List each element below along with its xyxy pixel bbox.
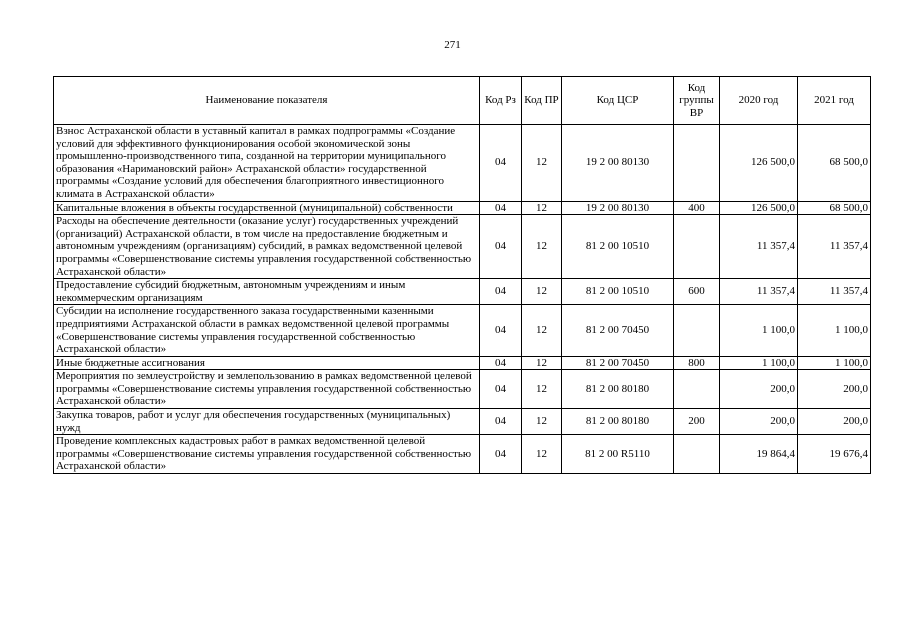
cell-2021: 11 357,4 (798, 215, 871, 279)
cell-2020: 1 100,0 (720, 305, 798, 356)
cell-pr: 12 (522, 125, 562, 202)
header-csr: Код ЦСР (562, 77, 674, 125)
cell-rz: 04 (480, 279, 522, 305)
cell-2021: 200,0 (798, 370, 871, 409)
page-number: 271 (444, 39, 461, 51)
cell-vr: 400 (674, 201, 720, 215)
table-header (54, 77, 871, 125)
cell-csr: 81 2 00 80180 (562, 370, 674, 409)
cell-2020: 126 500,0 (720, 201, 798, 215)
cell-2020: 200,0 (720, 409, 798, 435)
cell-pr: 12 (522, 215, 562, 279)
cell-2020: 1 100,0 (720, 356, 798, 370)
cell-pr: 12 (522, 279, 562, 305)
cell-2020: 126 500,0 (720, 125, 798, 202)
cell-name: Предоставление субсидий бюджетным, автономным учреждениям и иным некоммерческим организациям (54, 279, 480, 305)
cell-name: Субсидии на исполнение государственного заказа государственными казенными предприятиями Астраханской области в рамках ведомственной целевой программы «Совершенствование системы управления государственной собственностью Астраханской области» (54, 305, 480, 356)
cell-name: Иные бюджетные ассигнования (54, 356, 480, 370)
cell-rz: 04 (480, 305, 522, 356)
cell-rz: 04 (480, 125, 522, 202)
cell-2021: 1 100,0 (798, 305, 871, 356)
cell-name: Проведение комплексных кадастровых работ в рамках ведомственной целевой программы «Совершенствование системы управления государственной собственностью Астраханской области» (54, 435, 480, 474)
header-row (54, 77, 871, 125)
table-row (54, 305, 871, 356)
table-body (54, 125, 871, 474)
cell-2020: 200,0 (720, 370, 798, 409)
table-row (54, 215, 871, 279)
cell-name: Закупка товаров, работ и услуг для обеспечения государственных (муниципальных) нужд (54, 409, 480, 435)
cell-pr: 12 (522, 201, 562, 215)
cell-2020: 11 357,4 (720, 215, 798, 279)
cell-rz: 04 (480, 435, 522, 474)
cell-csr: 81 2 00 70450 (562, 305, 674, 356)
header-pr: Код ПР (522, 77, 562, 125)
table-row (54, 125, 871, 202)
cell-rz: 04 (480, 201, 522, 215)
cell-csr: 81 2 00 10510 (562, 215, 674, 279)
cell-csr: 81 2 00 80180 (562, 409, 674, 435)
cell-2020: 19 864,4 (720, 435, 798, 474)
cell-name: Расходы на обеспечение деятельности (оказание услуг) государственных учреждений (организаций) Астраханской области, в том числе на предоставление бюджетным и автономным учреждениям (организациям) субсидий, в рамках ведомственной целевой программы «Совершенствование системы управления государственной собственностью Астраханской области» (54, 215, 480, 279)
cell-rz: 04 (480, 356, 522, 370)
cell-pr: 12 (522, 305, 562, 356)
cell-vr (674, 125, 720, 202)
cell-2021: 1 100,0 (798, 356, 871, 370)
table-row (54, 435, 871, 474)
cell-rz: 04 (480, 409, 522, 435)
cell-vr: 800 (674, 356, 720, 370)
cell-csr: 81 2 00 R5110 (562, 435, 674, 474)
header-rz: Код Рз (480, 77, 522, 125)
cell-rz: 04 (480, 215, 522, 279)
cell-csr: 81 2 00 10510 (562, 279, 674, 305)
cell-2021: 68 500,0 (798, 201, 871, 215)
cell-pr: 12 (522, 435, 562, 474)
cell-2021: 68 500,0 (798, 125, 871, 202)
table-row (54, 409, 871, 435)
budget-table (53, 76, 871, 474)
cell-2021: 200,0 (798, 409, 871, 435)
cell-vr (674, 435, 720, 474)
cell-rz: 04 (480, 370, 522, 409)
table-row (54, 279, 871, 305)
cell-2021: 19 676,4 (798, 435, 871, 474)
cell-vr (674, 305, 720, 356)
header-2020: 2020 год (720, 77, 798, 125)
cell-pr: 12 (522, 370, 562, 409)
cell-name: Мероприятия по землеустройству и землепользованию в рамках ведомственной целевой программы «Совершенствование системы управления государственной собственностью Астраханской области» (54, 370, 480, 409)
table-row (54, 201, 871, 215)
cell-csr: 19 2 00 80130 (562, 201, 674, 215)
cell-name: Взнос Астраханской области в уставный капитал в рамках подпрограммы «Создание условий для эффективного функционирования особой экономической зоны промышленно-производственного типа, созданной на территории муниципального образования «Наримановский район» Астраханской области» государственной программы «Создание условий для обеспечения благоприятного инвестиционного климата в Астраханской области» (54, 125, 480, 202)
cell-pr: 12 (522, 409, 562, 435)
table-row (54, 370, 871, 409)
header-name: Наименование показателя (54, 77, 480, 125)
header-vr: Код группы ВР (674, 77, 720, 125)
cell-vr (674, 370, 720, 409)
cell-2021: 11 357,4 (798, 279, 871, 305)
cell-vr: 200 (674, 409, 720, 435)
cell-csr: 19 2 00 80130 (562, 125, 674, 202)
cell-vr (674, 215, 720, 279)
header-2021: 2021 год (798, 77, 871, 125)
cell-pr: 12 (522, 356, 562, 370)
cell-2020: 11 357,4 (720, 279, 798, 305)
table-row (54, 356, 871, 370)
cell-name: Капитальные вложения в объекты государственной (муниципальной) собственности (54, 201, 480, 215)
cell-csr: 81 2 00 70450 (562, 356, 674, 370)
cell-vr: 600 (674, 279, 720, 305)
